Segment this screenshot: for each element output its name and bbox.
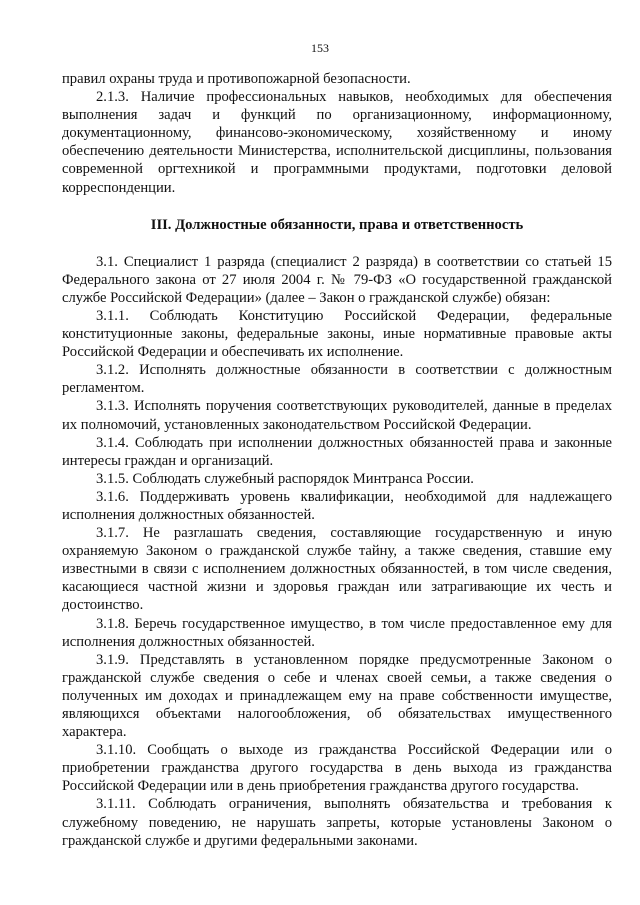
paragraph-3-1: 3.1. Специалист 1 разряда (специалист 2 разряда) в соответствии со статьей 15 Федерального закона от 27 июля 2004 г. № 79-ФЗ «О государственной гражданской службе Российской Федерации» (далее – Закон о гражданской службе) обязан: <box>62 253 612 306</box>
paragraph-3-1-11: 3.1.11. Соблюдать ограничения, выполнять обязательства и требования к служебному поведению, не нарушать запреты, которые установлены Законом о гражданской службе и другими федеральными законами. <box>62 796 612 849</box>
paragraph-3-1-2: 3.1.2. Исполнять должностные обязанности в соответствии с должностным регламентом. <box>62 362 612 397</box>
paragraph-3-1-6: 3.1.6. Поддерживать уровень квалификации, необходимой для надлежащего исполнения должностных обязанностей. <box>62 488 612 523</box>
paragraph-3-1-3: 3.1.3. Исполнять поручения соответствующих руководителей, данные в пределах их полномочий, установленных законодательством Российской Федерации. <box>62 398 612 433</box>
paragraph-3-1-7: 3.1.7. Не разглашать сведения, составляющие государственную и иную охраняемую Законом о гражданской службе тайну, а также сведения, ставшие ему известными в связи с исполнением должностных обязанностей, в том числе сведения, касающиеся частной жизни и здоровья граждан или затрагивающие их честь и достоинство. <box>62 525 612 614</box>
paragraph-2-1-3: 2.1.3. Наличие профессиональных навыков, необходимых для обеспечения выполнения задач и функций по организационному, информационному, документационному, финансово-экономическому, хозяйственному и иному обеспечению деятельности Министерства, исполнительской дисциплины, пользования современной оргтехникой и программными продуктами, подготовки деловой корреспонденции. <box>62 89 612 196</box>
paragraph-3-1-1: 3.1.1. Соблюдать Конституцию Российской Федерации, федеральные конституционные законы, федеральные законы, иные нормативные правовые акты Российской Федерации и обеспечивать их исполнение. <box>62 307 612 361</box>
document-body <box>62 70 612 850</box>
paragraph-3-1-5: 3.1.5. Соблюдать служебный распорядок Минтранса России. <box>96 470 474 487</box>
paragraph-3-1-8: 3.1.8. Беречь государственное имущество, в том числе предоставленное ему для исполнения должностных обязанностей. <box>62 615 612 650</box>
paragraph-3-1-9: 3.1.9. Представлять в установленном порядке предусмотренные Законом о гражданской службе сведения о себе и членах своей семьи, а также сведения о полученных им доходах и принадлежащем ему на праве собственности имуществе, являющихся объектами налогообложения, об обязательствах имущественного характера. <box>62 651 612 741</box>
page-number: 153 <box>311 41 329 55</box>
section-heading: III. Должностные обязанности, права и ответственность <box>150 216 524 233</box>
paragraph-continuation: правил охраны труда и противопожарной безопасности. <box>62 71 411 87</box>
paragraph-3-1-10: 3.1.10. Сообщать о выходе из гражданства Российской Федерации или о приобретении гражданства другого государства в день выхода из гражданства Российской Федерации или в день приобретения гражданства другого государства. <box>62 742 612 795</box>
paragraph-3-1-4: 3.1.4. Соблюдать при исполнении должностных обязанностей права и законные интересы граждан и организаций. <box>62 434 612 469</box>
